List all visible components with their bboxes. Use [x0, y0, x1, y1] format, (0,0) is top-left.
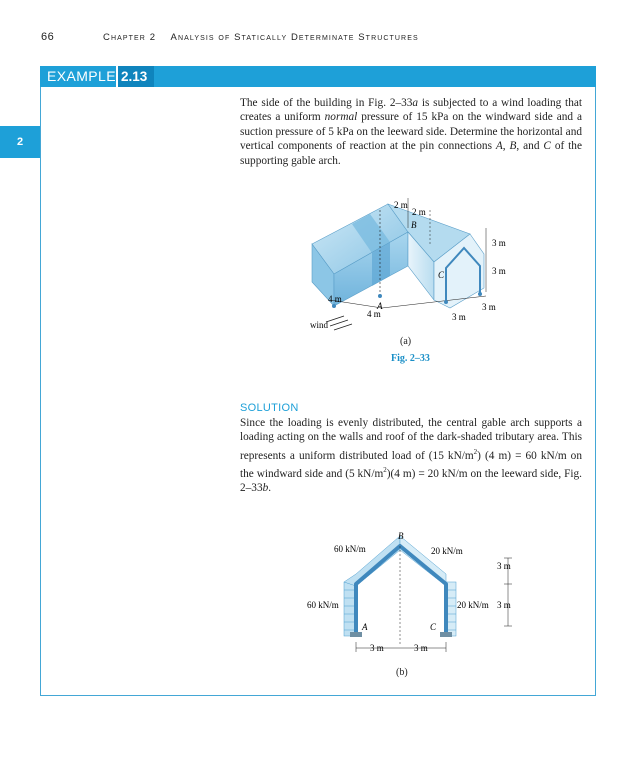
superscript: 2: [383, 465, 387, 474]
solution-sentence: ) (4 m) = 60 kN/m on the windward side and (5 kN/m: [240, 449, 582, 480]
label-point-b: B: [411, 220, 417, 230]
label-60-wall: 60 kN/m: [307, 600, 339, 610]
label-point-c: C: [438, 270, 445, 280]
solution-sentence: Since the loading is evenly distributed, the central gable arch supports a loading acting on the walls and roof of the dark-shaded tributary area. This represents a uniform distributed load of (15 kN/m: [240, 417, 582, 462]
label-3m-left: 3 m: [370, 643, 384, 653]
solution-fig-letter: b: [262, 482, 269, 495]
label-3m-right: 3 m: [482, 302, 496, 312]
problem-normal: normal: [324, 111, 358, 124]
support-c: [440, 632, 452, 637]
solution-sentence: .: [268, 482, 272, 495]
label-2m-top: 2 m: [394, 200, 408, 210]
subcaption-a: (a): [400, 336, 412, 347]
chapter-side-tab: 2: [0, 126, 40, 158]
label-3m-upper: 3 m: [497, 561, 511, 571]
problem-text: of the supporting gable arch.: [240, 140, 582, 167]
label-3m-right: 3 m: [414, 643, 428, 653]
problem-text: is subjected to a wind loading that creates a uniform: [240, 97, 582, 124]
problem-point-b: B: [509, 140, 517, 153]
label-60-roof: 60 kN/m: [334, 544, 366, 554]
example-number: 2.13: [118, 66, 154, 87]
label-3m-lower: 3 m: [497, 600, 511, 610]
frame-member: [356, 546, 446, 634]
problem-text: , and: [516, 140, 544, 153]
support-pin: [444, 300, 448, 304]
support-pin: [332, 304, 336, 308]
solution-text: [240, 416, 582, 496]
label-20-roof: 20 kN/m: [431, 546, 463, 556]
problem-text: The side of the building in Fig. 2–33: [240, 97, 413, 109]
label-point-c: C: [430, 622, 437, 632]
problem-text: pressure of 15 kPa on the windward side and a suction pressure of 5 kPa on the leeward side. Determine the horizontal and vertical components of reaction at the pin connections: [240, 111, 582, 153]
wind-arrow: [326, 316, 344, 322]
label-3m-lower: 3 m: [492, 266, 506, 276]
figure-caption: Fig. 2–33: [391, 353, 430, 364]
label-3m-upper: 3 m: [492, 238, 506, 248]
support-a: [350, 632, 362, 637]
support-pin: [478, 292, 482, 296]
label-2m-inner: 2 m: [412, 207, 426, 217]
label-point-b: B: [398, 531, 404, 541]
building-figure-a: [300, 196, 530, 346]
support-pin: [378, 294, 382, 298]
page-number: 66: [41, 31, 55, 43]
problem-statement: [240, 96, 582, 168]
subcaption-b: (b): [396, 667, 408, 678]
label-point-a: A: [377, 301, 383, 311]
superscript: 2: [473, 447, 478, 456]
solution-sentence: )(4 m) = 20 kN/m on the leeward side, Fig. 2–33: [240, 467, 582, 495]
label-20-wall: 20 kN/m: [457, 600, 489, 610]
wind-arrow: [334, 324, 352, 330]
label-point-a: A: [362, 622, 368, 632]
problem-point-a: A: [495, 140, 503, 153]
wind-arrow: [330, 320, 348, 326]
label-4m-bottom: 4 m: [367, 309, 381, 319]
label-4m-left: 4 m: [328, 294, 342, 304]
problem-fig-letter: a: [412, 97, 419, 109]
problem-text: ,: [502, 140, 510, 153]
running-head: Chapter 2 Analysis of Statically Determinate Structures: [103, 32, 419, 43]
label-3m-base: 3 m: [452, 312, 466, 322]
solution-heading: SOLUTION: [240, 402, 299, 414]
label-wind: wind: [310, 320, 328, 330]
problem-point-c: C: [543, 140, 551, 153]
gable-frame-figure-b: [300, 528, 530, 664]
example-label: EXAMPLE: [47, 68, 116, 84]
